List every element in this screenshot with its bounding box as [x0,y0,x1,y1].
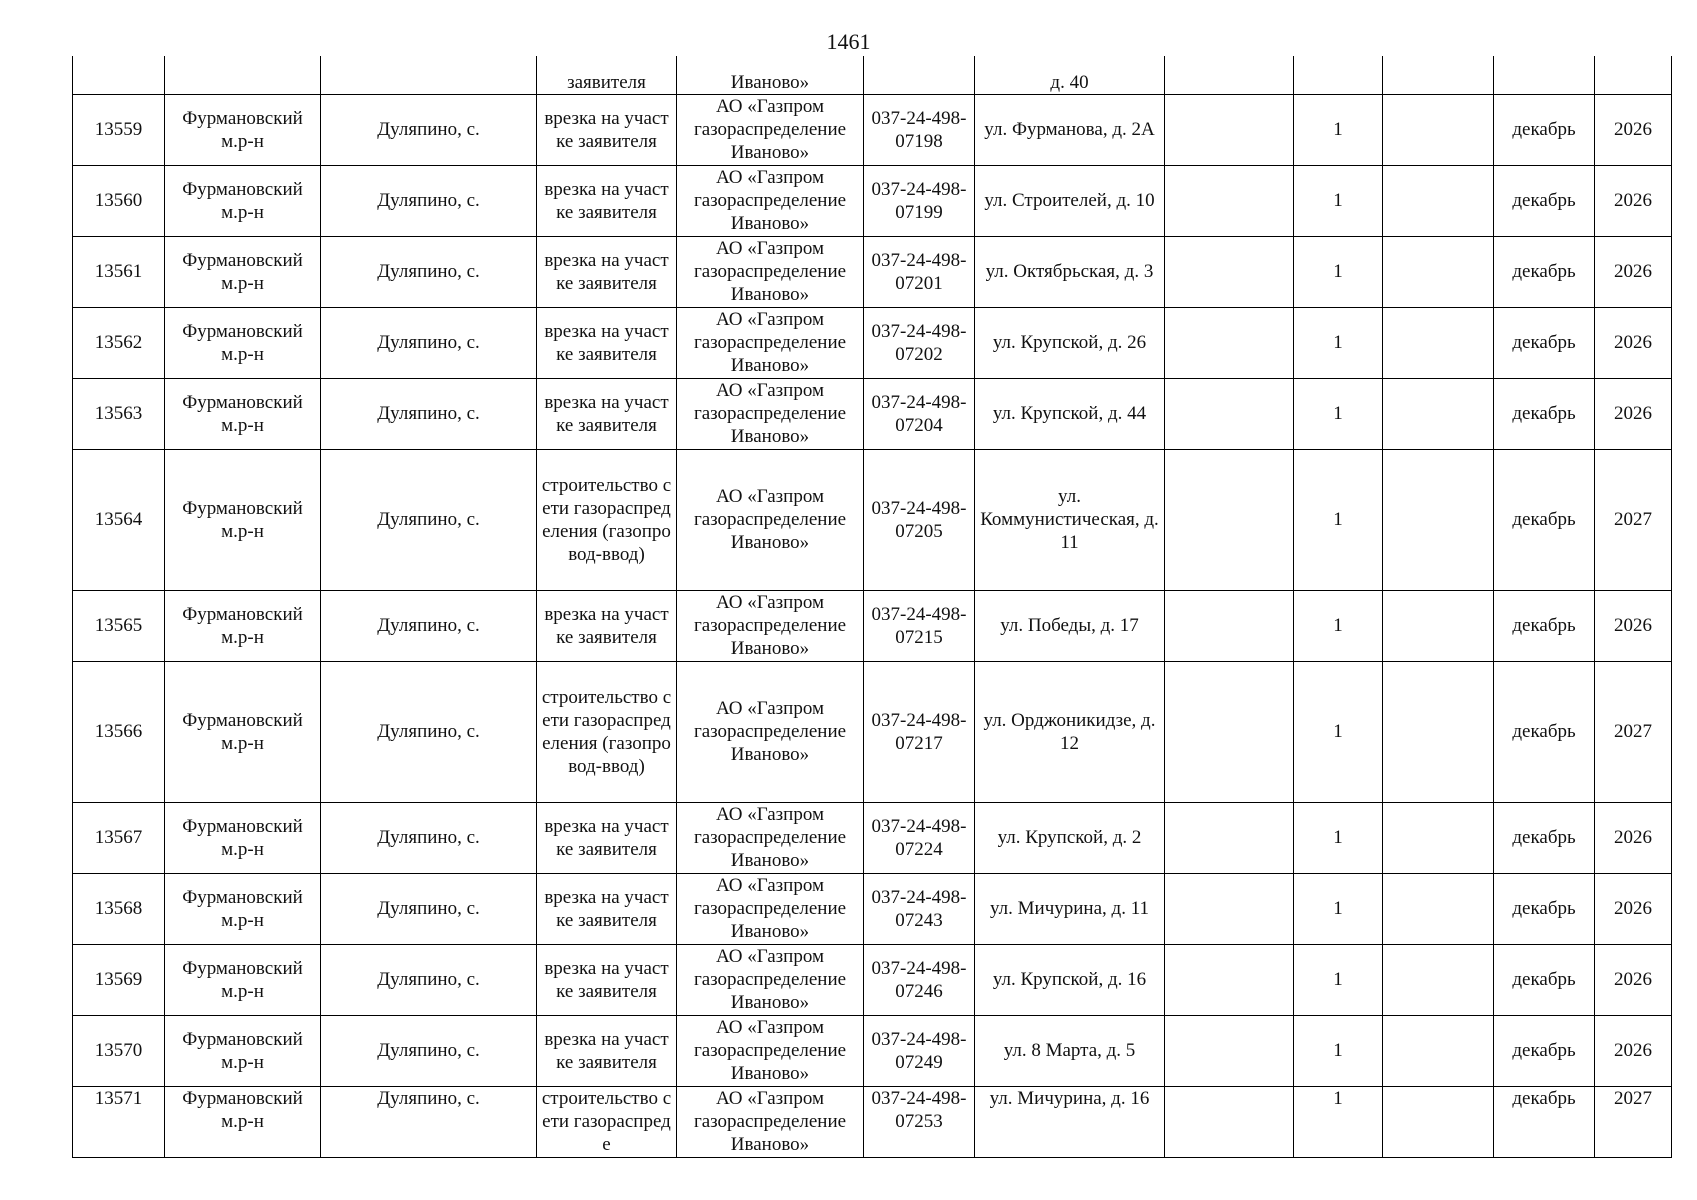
cell-count: 1 [1294,449,1383,590]
cell-organization: АО «Газпром газораспределение Иваново» [677,590,864,661]
cell-locality: Дуляпино, с. [321,590,537,661]
cell-number: 13566 [73,661,165,802]
table-row [73,661,1672,802]
cell-address: ул. Строителей, д. 10 [975,165,1165,236]
cell-code: 037-24-498-07246 [864,944,975,1015]
data-table [72,56,1672,1158]
cell-year: 2026 [1595,1015,1672,1086]
cell-month: декабрь [1494,873,1595,944]
cell-locality: Дуляпино, с. [321,661,537,802]
cell-empty [1383,944,1494,1015]
cell-locality: Дуляпино, с. [321,944,537,1015]
cell-address: ул. 8 Марта, д. 5 [975,1015,1165,1086]
table-row [73,873,1672,944]
cell-empty [1383,165,1494,236]
cell-organization: АО «Газпром газораспределение Иваново» [677,802,864,873]
cell-district: Фурмановский м.р-н [165,236,321,307]
table-row [73,307,1672,378]
cell-organization: АО «Газпром газораспределение Иваново» [677,944,864,1015]
cell-district: Фурмановский м.р-н [165,94,321,165]
cell-work-type: заявителя [537,56,677,94]
cell-code: 037-24-498-07198 [864,94,975,165]
table-row [73,94,1672,165]
cell-number: 13563 [73,378,165,449]
page-number: 1461 [826,29,871,54]
table-row [73,944,1672,1015]
cell-empty [1165,94,1294,165]
cell-number: 13564 [73,449,165,590]
cell-district: Фурмановский м.р-н [165,378,321,449]
cell-code: 037-24-498-07243 [864,873,975,944]
cell-number: 13568 [73,873,165,944]
cell-work-type: врезка на участке заявителя [537,873,677,944]
cell-month: декабрь [1494,1086,1595,1157]
cell-year: 2026 [1595,236,1672,307]
cell-organization: АО «Газпром газораспределение Иваново» [677,1086,864,1157]
cell-count: 1 [1294,1015,1383,1086]
cell-number: 13570 [73,1015,165,1086]
cell-organization: АО «Газпром газораспределение Иваново» [677,307,864,378]
cell-number: 13569 [73,944,165,1015]
cell-work-type: врезка на участке заявителя [537,802,677,873]
cell-month: декабрь [1494,94,1595,165]
cell-district: Фурмановский м.р-н [165,802,321,873]
cell-code: 037-24-498-07253 [864,1086,975,1157]
cell-empty [1383,307,1494,378]
table-row [73,1086,1672,1157]
cell-empty [1165,449,1294,590]
cell-address: ул. Фурманова, д. 2А [975,94,1165,165]
cell-district: Фурмановский м.р-н [165,165,321,236]
cell-address: д. 40 [975,56,1165,94]
cell-month: декабрь [1494,307,1595,378]
cell-empty [1383,590,1494,661]
table-row [73,236,1672,307]
cell-count: 1 [1294,590,1383,661]
cell-code: 037-24-498-07199 [864,165,975,236]
cell-year: 2026 [1595,944,1672,1015]
cell-empty [1165,307,1294,378]
cell-address: ул. Победы, д. 17 [975,590,1165,661]
cell-district: Фурмановский м.р-н [165,449,321,590]
cell-work-type: врезка на участке заявителя [537,378,677,449]
cell-locality: Дуляпино, с. [321,449,537,590]
cell-empty [1165,590,1294,661]
cell-locality: Дуляпино, с. [321,307,537,378]
cell-code: 037-24-498-07204 [864,378,975,449]
cell-count: 1 [1294,94,1383,165]
cell-code: 037-24-498-07205 [864,449,975,590]
cell-year: 2026 [1595,873,1672,944]
cell-work-type: врезка на участке заявителя [537,307,677,378]
cell-locality: Дуляпино, с. [321,236,537,307]
cell-number: 13571 [73,1086,165,1157]
cell-organization: АО «Газпром газораспределение Иваново» [677,165,864,236]
cell-empty [1383,449,1494,590]
cell-address: ул. Коммунистическая, д. 11 [975,449,1165,590]
cell-count: 1 [1294,802,1383,873]
cell-work-type: врезка на участке заявителя [537,236,677,307]
cell-month: декабрь [1494,944,1595,1015]
cell-work-type: строительство сети газораспреде [537,1086,677,1157]
cell-locality: Дуляпино, с. [321,1086,537,1157]
cell-number: 13565 [73,590,165,661]
cell-locality: Дуляпино, с. [321,802,537,873]
cell-number: 13559 [73,94,165,165]
cell-number: 13567 [73,802,165,873]
table-row [73,378,1672,449]
cell-empty [1383,56,1494,94]
cell-district: Фурмановский м.р-н [165,661,321,802]
cell-empty [1383,661,1494,802]
table-body [73,94,1672,1157]
cell-district: Фурмановский м.р-н [165,590,321,661]
cell-locality: Дуляпино, с. [321,165,537,236]
cell-empty [1165,165,1294,236]
cell-empty [1165,378,1294,449]
cell-address: ул. Мичурина, д. 11 [975,873,1165,944]
cell-district: Фурмановский м.р-н [165,307,321,378]
cell-count: 1 [1294,944,1383,1015]
cell-work-type: врезка на участке заявителя [537,590,677,661]
cell-code: 037-24-498-07202 [864,307,975,378]
cell-month: декабрь [1494,802,1595,873]
cell-work-type: строительство сети газораспределения (газопровод-ввод) [537,449,677,590]
cell-code: 037-24-498-07215 [864,590,975,661]
cell-empty [1383,236,1494,307]
cell-year: 2027 [1595,661,1672,802]
cell-district: Фурмановский м.р-н [165,944,321,1015]
cell-count: 1 [1294,165,1383,236]
cell-locality: Дуляпино, с. [321,94,537,165]
cell-empty [1383,1015,1494,1086]
cell-code: 037-24-498-07201 [864,236,975,307]
cell-count: 1 [1294,873,1383,944]
cell-count: 1 [1294,307,1383,378]
table-row [73,590,1672,661]
cell-month: декабрь [1494,590,1595,661]
cell-work-type: врезка на участке заявителя [537,165,677,236]
cell-empty [1383,802,1494,873]
cell-empty [1383,1086,1494,1157]
cell-empty [1165,944,1294,1015]
cell-number: 13560 [73,165,165,236]
cell-code: 037-24-498-07217 [864,661,975,802]
cell-year: 2026 [1595,378,1672,449]
cell-count: 1 [1294,378,1383,449]
cell-address: ул. Мичурина, д. 16 [975,1086,1165,1157]
cell-code [864,56,975,94]
cell-empty [1383,94,1494,165]
cell-locality: Дуляпино, с. [321,1015,537,1086]
cell-empty [1383,873,1494,944]
table-row [73,165,1672,236]
cell-organization: АО «Газпром газораспределение Иваново» [677,378,864,449]
cell-number [73,56,165,94]
cell-month: декабрь [1494,236,1595,307]
cell-count [1294,56,1383,94]
cell-locality: Дуляпино, с. [321,873,537,944]
cell-month [1494,56,1595,94]
cell-year: 2026 [1595,307,1672,378]
table-row [73,449,1672,590]
cell-month: декабрь [1494,378,1595,449]
cell-district [165,56,321,94]
cell-organization: Иваново» [677,56,864,94]
cell-work-type: строительство сети газораспределения (газопровод-ввод) [537,661,677,802]
cell-year: 2027 [1595,1086,1672,1157]
cell-month: декабрь [1494,165,1595,236]
cell-year [1595,56,1672,94]
cell-empty [1165,56,1294,94]
cell-organization: АО «Газпром газораспределение Иваново» [677,449,864,590]
cell-month: декабрь [1494,1015,1595,1086]
cell-organization: АО «Газпром газораспределение Иваново» [677,661,864,802]
table-row-continued [73,56,1672,94]
cell-district: Фурмановский м.р-н [165,873,321,944]
cell-code: 037-24-498-07249 [864,1015,975,1086]
cell-code: 037-24-498-07224 [864,802,975,873]
cell-year: 2027 [1595,449,1672,590]
cell-number: 13562 [73,307,165,378]
cell-organization: АО «Газпром газораспределение Иваново» [677,1015,864,1086]
cell-year: 2026 [1595,94,1672,165]
cell-address: ул. Крупской, д. 2 [975,802,1165,873]
cell-empty [1165,661,1294,802]
table-row [73,802,1672,873]
cell-locality [321,56,537,94]
cell-month: декабрь [1494,449,1595,590]
cell-empty [1165,1015,1294,1086]
cell-work-type: врезка на участке заявителя [537,94,677,165]
cell-count: 1 [1294,661,1383,802]
cell-organization: АО «Газпром газораспределение Иваново» [677,94,864,165]
cell-address: ул. Октябрьская, д. 3 [975,236,1165,307]
cell-address: ул. Крупской, д. 44 [975,378,1165,449]
cell-month: декабрь [1494,661,1595,802]
cell-year: 2026 [1595,802,1672,873]
table-row [73,1015,1672,1086]
cell-district: Фурмановский м.р-н [165,1086,321,1157]
cell-empty [1165,236,1294,307]
cell-address: ул. Крупской, д. 26 [975,307,1165,378]
cell-address: ул. Крупской, д. 16 [975,944,1165,1015]
cell-work-type: врезка на участке заявителя [537,944,677,1015]
cell-district: Фурмановский м.р-н [165,1015,321,1086]
cell-empty [1165,802,1294,873]
cell-organization: АО «Газпром газораспределение Иваново» [677,236,864,307]
cell-count: 1 [1294,1086,1383,1157]
cell-organization: АО «Газпром газораспределение Иваново» [677,873,864,944]
cell-empty [1383,378,1494,449]
cell-number: 13561 [73,236,165,307]
cell-empty [1165,1086,1294,1157]
cell-work-type: врезка на участке заявителя [537,1015,677,1086]
cell-address: ул. Орджоникидзе, д. 12 [975,661,1165,802]
cell-year: 2026 [1595,165,1672,236]
cell-count: 1 [1294,236,1383,307]
cell-empty [1165,873,1294,944]
cell-year: 2026 [1595,590,1672,661]
cell-locality: Дуляпино, с. [321,378,537,449]
